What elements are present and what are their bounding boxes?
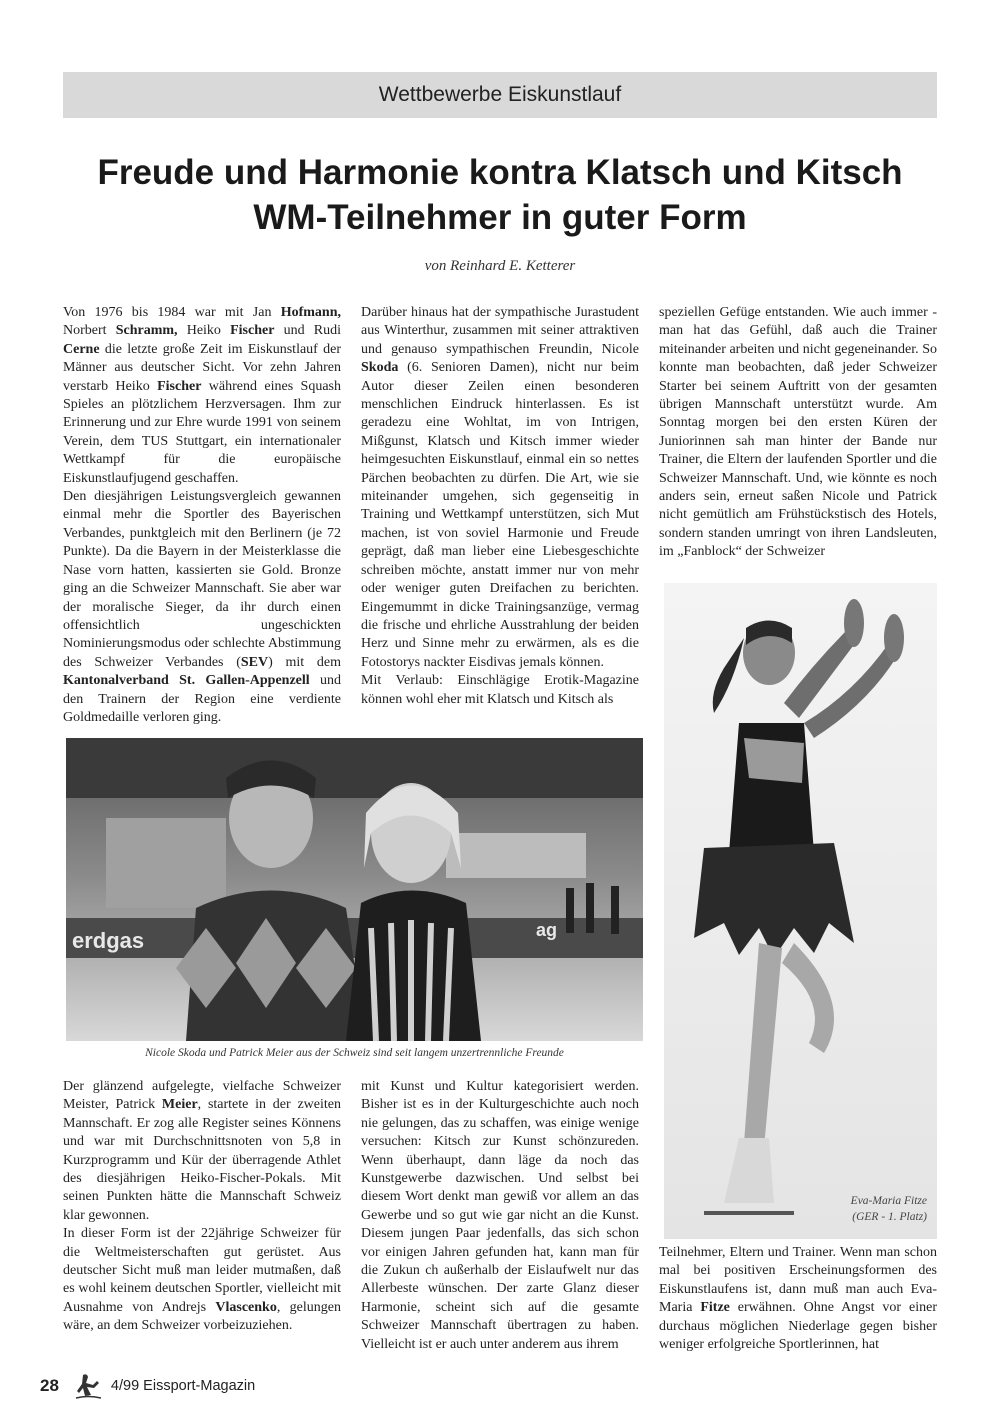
photo-skater bbox=[664, 583, 937, 1239]
text-run: ) mit dem bbox=[268, 654, 342, 670]
bold-name: Fischer bbox=[157, 378, 202, 394]
text-run: , gelungen wäre, an dem Schweizer vorbeizuziehen. bbox=[63, 1299, 341, 1334]
paragraph bbox=[361, 1078, 639, 1354]
text-column-5 bbox=[361, 1078, 639, 1354]
text-run: die letzte große Zeit im Eiskunstlauf der Männer aus deutscher Sicht. Vor zehn Jahren verstarb Heiko bbox=[63, 341, 341, 394]
page-footer bbox=[40, 1371, 255, 1401]
bold-name: Vlascenko bbox=[215, 1299, 277, 1315]
text-run: , startete in der zweiten Mannschaft. Er zog alle Register seines Könnens und war mit Durchschnittsnoten von 5,8 in Kurzprogramm und Kür der überragende Athlet des diesjährigen Heiko-Fischer-Pokals. Mit seinen Punkten hätte die Mannschaft Schweiz klar gewonnen. bbox=[63, 1097, 341, 1223]
bold-name: Cerne bbox=[63, 341, 100, 357]
text-run: mit Kunst und Kultur kategorisiert werden. Bisher ist es in der Kulturgeschichte auch noch nie gelungen, das zu schaffen, was einige wenige versuchen: Kitsch zur Kunst schönzureden. Wenn überhaupt, dann läge da noch das Kunstgewerbe dazwischen. Und selbst bei diesem Wort denkt man gewiß vor allem an das Gewerbe und so gut wie gar nicht an die Kunst. Diesem jungen Paar jedenfalls, das sich schon vor einigen Jahren gefunden hat, kann man für die Zukun ch außerhalb der Eislaufwelt nur das Allerbeste wünschen. Der zarte Glanz dieser Harmonie, scheint sich auf die gesamte Schweizer Mannschaft übertragen zu haben. Vielleicht ist er auch unter anderem aus ihrem bbox=[361, 1079, 639, 1352]
skater-logo-icon bbox=[73, 1371, 103, 1401]
paragraph bbox=[361, 672, 639, 709]
paragraph bbox=[63, 304, 341, 488]
headline-line-2: WM-Teilnehmer in guter Form bbox=[253, 198, 747, 237]
photo-skater-graphic bbox=[664, 583, 937, 1239]
text-column-6 bbox=[659, 1244, 937, 1354]
section-title: Wettbewerbe Eiskunstlauf bbox=[378, 83, 622, 106]
rink-banner-text: erdgas bbox=[72, 928, 145, 953]
bold-name: Fischer bbox=[230, 323, 275, 339]
headline-line-1: Freude und Harmonie kontra Klatsch und Kitsch bbox=[97, 153, 903, 192]
rink-banner-text-2: ag bbox=[536, 920, 558, 940]
text-run: und den Trainern der Region eine verdiente Goldmedaille verloren ging. bbox=[63, 673, 341, 725]
text-run: Heiko bbox=[177, 323, 231, 339]
text-run: Den diesjährigen Leistungsvergleich gewannen einmal mehr die Sportler des Bayerischen Verbandes, punktgleich mit den Berlinern (je 72 Punkte). Da die Bayern in der Meisterklasse die Nase vorn hatten, kassierten sie Gold. Bronze ging an die Schweizer Mannschaft. Sie aber war der moralische Sieger, da ihr durch einen offensichtlich ungeschickten Nominierungsmodus oder schlechte Abstimmung des Schweizer Verbandes ( bbox=[63, 489, 341, 670]
caption-placing: (GER - 1. Platz) bbox=[852, 1211, 927, 1223]
section-header bbox=[63, 72, 937, 118]
text-run: und Rudi bbox=[274, 323, 342, 339]
photo-couple bbox=[66, 738, 643, 1041]
text-column-3 bbox=[659, 304, 937, 562]
text-run: Der glänzend aufgelegte, vielfache Schweizer Meister, Patrick bbox=[63, 1079, 341, 1113]
text-run: während eines Squash Spieles an plötzlichem Herzversagen. Ihm zur Erinnerung und zur Ehre wurde 1991 von seinem Verein, dem TUS Stuttgart, ein internationaler Wettkampf für die europäische Eiskunstlaufjugend geschaffen. bbox=[63, 378, 341, 486]
text-column-4 bbox=[63, 1078, 341, 1336]
paragraph bbox=[63, 488, 341, 727]
text-run: Mit Verlaub: Einschlägige Erotik-Magazine können wohl eher mit Klatsch und Kitsch als bbox=[361, 673, 639, 707]
paragraph bbox=[63, 1225, 341, 1335]
paragraph bbox=[659, 1244, 937, 1354]
bold-name: Kantonalverband St. Gallen-Appenzell bbox=[63, 673, 310, 689]
text-run: Teilnehmer, Eltern und Trainer. Wenn man schon mal bei positiven Erscheinungsformen des Eiskunstlaufens ist, dann muß man auch Eva-Maria bbox=[659, 1245, 937, 1316]
bold-name: Fitze bbox=[700, 1300, 730, 1316]
bold-name: Skoda bbox=[361, 360, 399, 376]
photo-skater-caption bbox=[851, 1193, 927, 1225]
text-run: erwähnen. Ohne Angst vor einer durchaus möglichen Niederlage gegen bisher weniger erfolgreiche Sportlerinnen, hat bbox=[659, 1300, 937, 1353]
text-run: Darüber hinaus hat der sympathische Jurastudent aus Winterthur, zusammen mit seiner attraktiven und genauso sympathischen Freundin, Nicole bbox=[361, 305, 639, 357]
photo-couple-graphic bbox=[66, 738, 643, 1041]
byline: von Reinhard E. Ketterer bbox=[424, 258, 576, 274]
bold-name: Schramm, bbox=[115, 323, 178, 339]
text-run: speziellen Gefüge entstanden. Wie auch immer - man hat das Gefühl, daß auch die Trainer miteinander arbeiten und nicht gegeneinander. So konnte man beobachten, daß jeder Schweizer Starter bei seinem Auftritt von der gesamten übrigen Mannschaft unterstützt wurde. Am Sonntag morgen bei den ersten Küren der Juniorinnen sah man hinter der Bande nur Trainer, die Eltern der laufenden Sportler und die Schweizer Mannschaft. Und, wie könnte es noch anders sein, erneut saßen Nicole und Patrick nicht gemütlich am Frühstückstisch des Hotels, sondern standen umringt von ihren Landsleuten, im „Fanblock“ der Schweizer bbox=[659, 305, 937, 560]
text-run: Norbert bbox=[63, 323, 116, 339]
bold-name: Hofmann, bbox=[280, 305, 341, 320]
text-run: (6. Senioren Damen), nicht nur beim Autor dieser Zeilen einen besonderen menschlichen Eindruck hinterlassen. Es ist geradezu eine Wohltat, im von Intrigen, Mißgunst, Klatsch und Kitsch immer wieder heimgesuchten Eiskunstlauf, einmal ein so nettes Pärchen beobachten zu dürfen. Die Art, wie sie miteinander umgehen, sich gegenseitig in Training und Wettkampf unterstützen, sich Mut machen, ist von soviel Harmonie und Freude geprägt, daß man lieber eine Liebesgeschichte schreiben möchte, anstatt immer nur von mehr oder weniger guten Dreifachen zu berichten. Eingemummt in dicke Trainingsanzüge, vermag die frische und ehrliche Ausstrahlung der beiden Herz und Sinne mehr zu erwärmen, als es die Fotostorys nackter Eisdivas jemals können. bbox=[361, 360, 639, 670]
paragraph bbox=[63, 1078, 341, 1225]
text-column-2 bbox=[361, 304, 639, 709]
text-column-1 bbox=[63, 304, 341, 727]
paragraph bbox=[659, 304, 937, 562]
caption-name: Eva-Maria Fitze bbox=[850, 1195, 927, 1207]
text-run: In dieser Form ist der 22jährige Schweizer für die Weltmeisterschaften gut gerüstet. Aus deutscher Sicht muß man leider mutmaßen, daß es wohl keinem deutschen Sportler, vielleicht mit Ausnahme von Andrejs bbox=[63, 1226, 341, 1315]
bold-name: SEV bbox=[240, 654, 269, 670]
bold-name: Meier bbox=[161, 1097, 198, 1113]
text-run: Von 1976 bis 1984 war mit Jan bbox=[63, 305, 281, 320]
page-number: 28 bbox=[40, 1376, 59, 1395]
paragraph bbox=[361, 304, 639, 672]
issue-label: 4/99 Eissport-Magazin bbox=[110, 1378, 256, 1394]
article-headline bbox=[40, 150, 960, 240]
photo-couple-caption: Nicole Skoda und Patrick Meier aus der Schweiz sind seit langem unzertrennliche Freunde bbox=[145, 1047, 564, 1059]
